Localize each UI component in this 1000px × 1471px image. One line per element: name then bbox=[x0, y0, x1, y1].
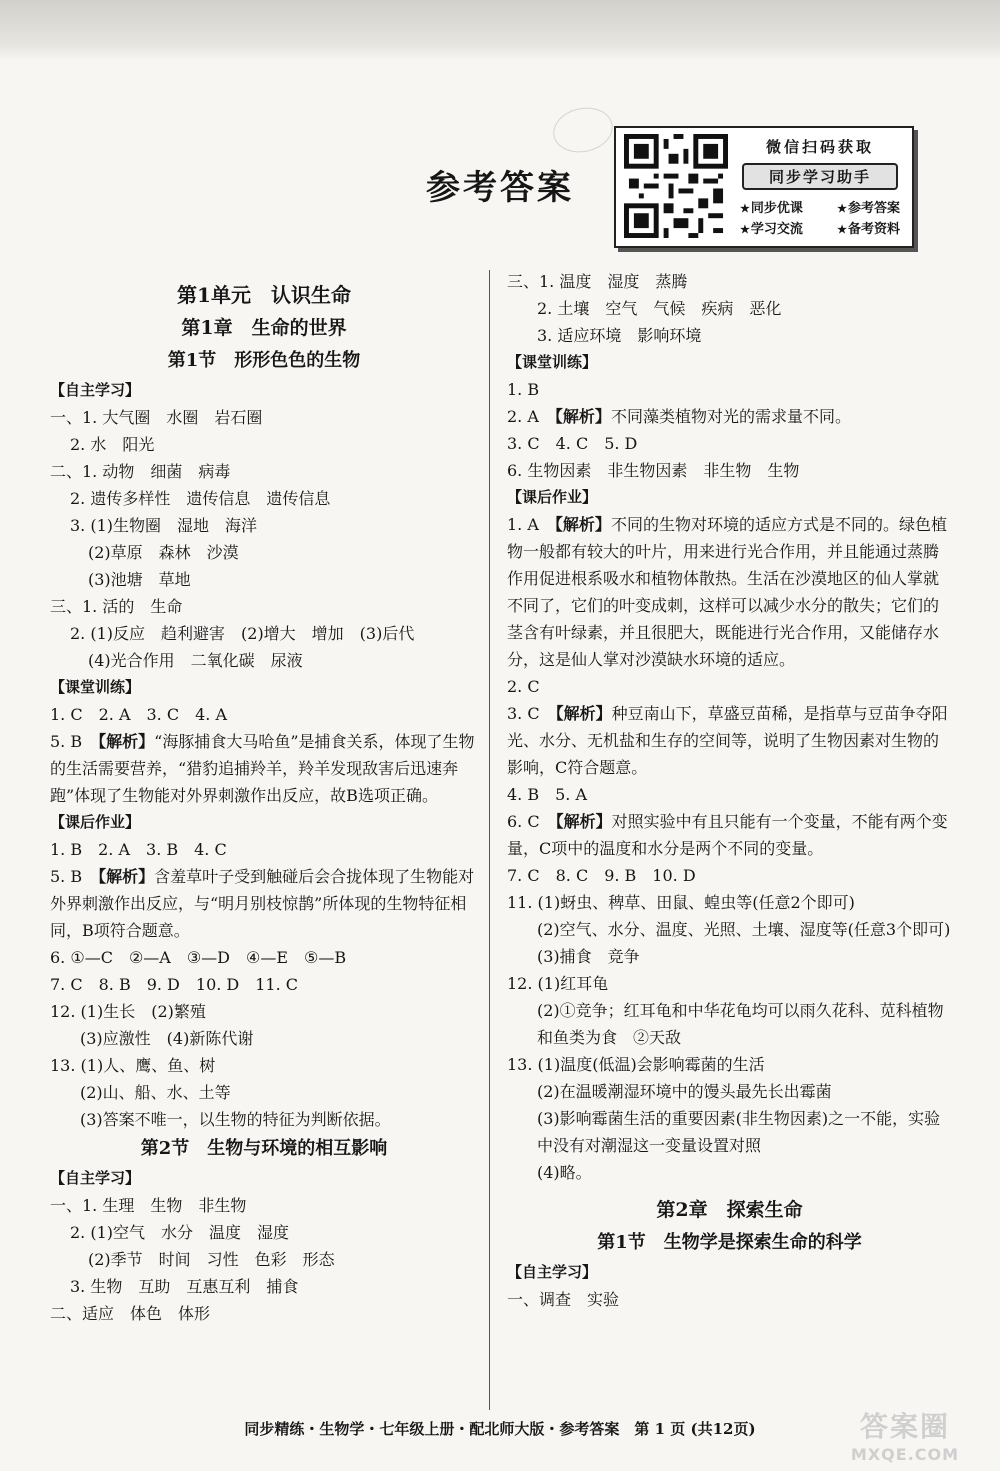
answer-line: 一、1. 大气圈 水圈 岩石圈 bbox=[50, 408, 263, 427]
subsection-label: 【自主学习】 bbox=[507, 1263, 598, 1281]
answer-line: 3. 适应环境 影响环境 bbox=[537, 326, 702, 345]
analysis-tag: 【解析】 bbox=[98, 867, 155, 886]
answer-line: 二、1. 动物 细菌 病毒 bbox=[50, 462, 231, 481]
answer-line: 1. B 2. A 3. B 4. C bbox=[50, 840, 227, 859]
watermark-text: 答案圈 bbox=[859, 1410, 950, 1443]
watermark-url: MXQE.COM bbox=[850, 1445, 960, 1464]
answer-line: 一、调查 实验 bbox=[507, 1290, 620, 1309]
answer-line: 1. B bbox=[507, 380, 540, 399]
answer-line: 2. 遗传多样性 遗传信息 遗传信息 bbox=[70, 489, 331, 508]
page-footer: 同步精练・生物学・七年级上册・配北师大版・参考答案 第 1 页 (共12页) bbox=[244, 1420, 756, 1438]
answer-line: (3)池塘 草地 bbox=[88, 570, 191, 589]
page-title: 参考答案 bbox=[426, 168, 574, 208]
answer-line: (3)答案不唯一，以生物的特征为判断依据。 bbox=[80, 1110, 391, 1129]
answer-number: 2. A bbox=[507, 407, 555, 426]
qr-promo-box bbox=[614, 126, 914, 248]
analysis-tag: 【解析】 bbox=[554, 515, 611, 534]
qr-badge: 同步学习助手 bbox=[742, 163, 898, 190]
answer-line: 12. (1)生长 (2)繁殖 bbox=[50, 1002, 206, 1021]
analysis-text: 不同的生物对环境的适应方式是不同的。绿色植物一般都有较大的叶片，用来进行光合作用，并且能通过蒸腾作用促进根系吸水和植物体散热。生活在沙漠地区的仙人掌就不同了，它们的叶变成刺，这样可以减少水分的散失；它们的茎含有叶绿素，并且很肥大，既能进行光合作用，又能储存水分，这是仙人掌对沙漠缺水环境的适应。 bbox=[507, 515, 947, 669]
left-column bbox=[50, 278, 478, 1327]
answer-number: 5. B bbox=[50, 732, 99, 751]
answer-line: (2)草原 森林 沙漠 bbox=[88, 543, 239, 562]
answer-line: 1. C 2. A 3. C 4. A bbox=[50, 705, 228, 724]
seal-stamp bbox=[549, 102, 617, 158]
answer-line: (2)在温暖潮湿环境中的馒头最先长出霉菌 bbox=[537, 1082, 832, 1101]
section-heading: 第2节 生物与环境的相互影响 bbox=[140, 1138, 388, 1159]
subsection-label: 【自主学习】 bbox=[50, 1169, 141, 1187]
answer-line: 三、1. 活的 生命 bbox=[50, 597, 183, 616]
answer-explanation bbox=[507, 511, 952, 673]
qr-feature: ★ 学习交流 bbox=[740, 218, 803, 237]
analysis-tag: 【解析】 bbox=[555, 704, 612, 723]
watermark-logo bbox=[820, 1405, 990, 1465]
subsection-label: 【课堂训练】 bbox=[507, 353, 598, 371]
column-divider bbox=[489, 270, 490, 1410]
answer-line: 二、适应 体色 体形 bbox=[50, 1304, 211, 1323]
answer-explanation bbox=[507, 700, 952, 781]
subsection-label: 【课后作业】 bbox=[507, 488, 598, 506]
answer-line: (2)山、船、水、土等 bbox=[80, 1083, 231, 1102]
subsection-label: 【课堂训练】 bbox=[50, 678, 141, 696]
answer-line: 11. (1)蚜虫、稗草、田鼠、蝗虫等(任意2个即可) bbox=[507, 893, 855, 912]
subsection-label: 【课后作业】 bbox=[50, 813, 141, 831]
chapter-heading: 第1章 生命的世界 bbox=[181, 317, 347, 339]
answer-line: 12. (1)红耳龟 bbox=[507, 974, 609, 993]
answer-line: (4)略。 bbox=[537, 1163, 592, 1182]
answer-number: 1. A bbox=[507, 515, 555, 534]
answer-line: 6. 生物因素 非生物因素 非生物 生物 bbox=[507, 461, 800, 480]
unit-heading: 第1单元 认识生命 bbox=[177, 283, 351, 307]
answer-number: 6. C bbox=[507, 812, 556, 831]
qr-feature: ★ 同步优课 bbox=[740, 197, 803, 216]
answer-line: (3)影响霉菌生活的重要因素(非生物因素)之一不能，实验中没有对潮湿这一变量设置对照 bbox=[537, 1109, 941, 1155]
right-column bbox=[507, 268, 952, 1313]
answer-line: 7. C 8. C 9. B 10. D bbox=[507, 866, 696, 885]
answer-number: 3. C bbox=[507, 704, 556, 723]
answer-line: 4. B 5. A bbox=[507, 785, 588, 804]
qr-title: 微信扫码获取 bbox=[765, 138, 874, 156]
answer-line: 7. C 8. B 9. D 10. D 11. C bbox=[50, 975, 299, 994]
answer-line: 13. (1)人、鹰、鱼、树 bbox=[50, 1056, 216, 1075]
answer-number: 5. B bbox=[50, 867, 99, 886]
analysis-tag: 【解析】 bbox=[554, 407, 611, 426]
answer-line: 三、1. 温度 湿度 蒸腾 bbox=[507, 272, 688, 291]
answer-line: 2. C bbox=[507, 677, 540, 696]
answer-line: (2)①竞争；红耳龟和中华花龟均可以雨久花科、苋科植物和鱼类为食 ②天敌 bbox=[537, 1001, 944, 1047]
answer-line: 13. (1)温度(低温)会影响霉菌的生活 bbox=[507, 1055, 765, 1074]
answer-explanation bbox=[507, 808, 952, 862]
analysis-text: 含羞草叶子受到触碰后会合拢体现了生物能对外界刺激作出反应，与“明月别枝惊鹊”所体现的生物特征相同，B项符合题意。 bbox=[50, 867, 475, 940]
answer-line: (3)捕食 竞争 bbox=[537, 947, 640, 966]
subsection-label: 【自主学习】 bbox=[50, 381, 141, 399]
answer-line: 2. (1)反应 趋利避害 (2)增大 增加 (3)后代 bbox=[70, 624, 415, 643]
section-heading: 第1节 生物学是探索生命的科学 bbox=[597, 1232, 862, 1253]
answer-line: (2)空气、水分、温度、光照、土壤、湿度等(任意3个即可) bbox=[537, 920, 951, 939]
answer-line: 2. (1)空气 水分 温度 湿度 bbox=[70, 1223, 290, 1242]
analysis-tag: 【解析】 bbox=[555, 812, 612, 831]
scan-shadow-band bbox=[0, 0, 1000, 62]
answer-line: 3. (1)生物圈 湿地 海洋 bbox=[70, 516, 258, 535]
analysis-text: 对照实验中有且只能有一个变量，不能有两个变量，C项中的温度和水分是两个不同的变量。 bbox=[507, 812, 948, 858]
qr-feature: ★ 参考答案 bbox=[837, 197, 900, 216]
qr-code-icon bbox=[624, 134, 728, 238]
qr-feature: ★ 备考资料 bbox=[837, 218, 900, 237]
section-heading: 第1节 形形色色的生物 bbox=[167, 350, 361, 371]
analysis-text: 种豆南山下，草盛豆苗稀，是指草与豆苗争夺阳光、水分、无机盐和生存的空间等，说明了生物因素对生物的影响，C符合题意。 bbox=[507, 704, 948, 777]
answer-explanation bbox=[50, 863, 478, 944]
answer-explanation bbox=[50, 728, 478, 809]
answer-line: 2. 土壤 空气 气候 疾病 恶化 bbox=[537, 299, 782, 318]
answer-line: (4)光合作用 二氧化碳 尿液 bbox=[88, 651, 303, 670]
analysis-tag: 【解析】 bbox=[98, 732, 155, 751]
answer-line: 3. C 4. C 5. D bbox=[507, 434, 638, 453]
answer-explanation bbox=[507, 403, 952, 430]
analysis-text: “海豚捕食大马哈鱼”是捕食关系，体现了生物的生活需要营养，“猎豹追捕羚羊，羚羊发现敌害后迅速奔跑”体现了生物能对外界刺激作出反应，故B选项正确。 bbox=[50, 732, 475, 805]
answer-line: 3. 生物 互助 互惠互利 捕食 bbox=[70, 1277, 299, 1296]
analysis-text: 不同藻类植物对光的需求量不同。 bbox=[610, 407, 851, 426]
chapter-heading: 第2章 探索生命 bbox=[656, 1199, 803, 1221]
answer-line: 2. 水 阳光 bbox=[70, 435, 155, 454]
answer-line: 一、1. 生理 生物 非生物 bbox=[50, 1196, 247, 1215]
answer-line: (2)季节 时间 习性 色彩 形态 bbox=[88, 1250, 335, 1269]
answer-line: (3)应激性 (4)新陈代谢 bbox=[80, 1029, 254, 1048]
answer-line: 6. ①—C ②—A ③—D ④—E ⑤—B bbox=[50, 948, 347, 967]
